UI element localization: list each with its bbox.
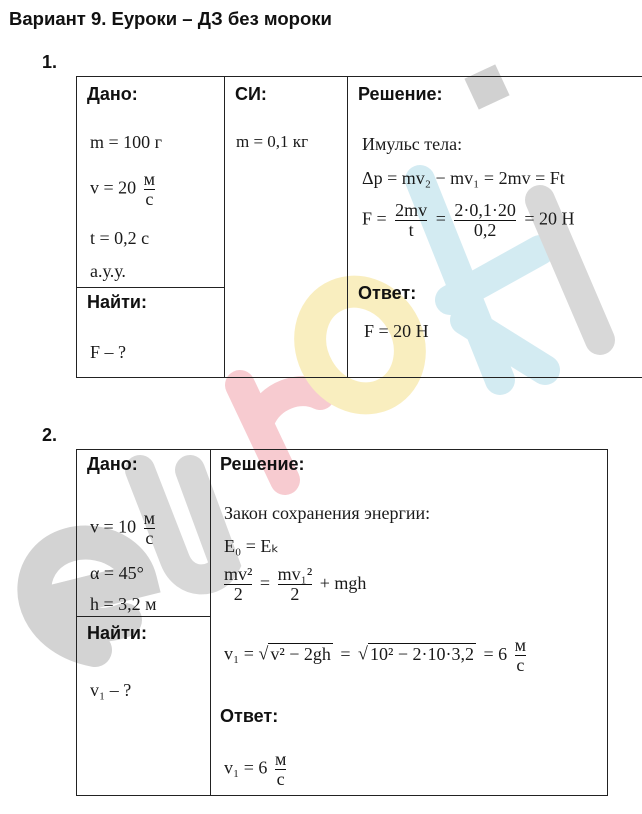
solution-label: Решение: [220,454,305,474]
energy-equation: $\frac{\text{mv²}}{2}$ = $\frac{\text{mv₁²}}{2}$ + mgh [224,564,367,604]
given-note: а.у.у. [90,261,126,281]
solution-label: Решение: [358,84,443,104]
given-angle: α = 45° [90,563,144,583]
page-title: Вариант 9. Еуроки – ДЗ без мороки [9,8,332,29]
find-label: Найти: [87,292,147,312]
problem-2-table [76,449,608,796]
column-divider [224,76,225,378]
given-label: Дано: [87,454,138,474]
problem-2-number: 2. [42,425,58,445]
given-height: h = 3,2 м [90,594,157,614]
given-velocity: v = 10 $\frac{м}{с}$ [90,508,156,548]
given-label: Дано: [87,84,138,104]
solution-formula: F = $\frac{2mv}{t}$ = $\frac{2\cdot 0,1\cdot 20}{0,2}$ = 20 Н [362,200,575,240]
si-label: СИ: [235,84,267,104]
answer-label: Ответ: [358,283,417,303]
problem-1-number: 1. [42,52,58,72]
answer-value: F = 20 Н [364,321,429,341]
velocity-formula: v₁ = √ v² − 2gh = √ 10² − 2·10·3,2 = 6 $\frac{м}{с}$ [224,635,527,675]
solution-line-2: E₀ = Eₖ [224,536,280,556]
given-velocity: v = 20 $\frac{м}{с}$ [90,169,156,209]
answer-value: v₁ = 6 $\frac{м}{с}$ [224,749,287,789]
column-divider [347,76,348,378]
column-divider [210,449,211,796]
row-divider [76,616,211,617]
given-time: t = 0,2 с [90,228,150,248]
row-divider [76,287,225,288]
given-mass: m = 100 г [90,132,163,152]
answer-label: Ответ: [220,706,279,726]
si-mass: m = 0,1 кг [236,132,309,151]
find-label: Найти: [87,623,147,643]
solution-line-1: Закон сохранения энергии: [224,503,431,523]
solution-line-1: Имульс тела: [362,134,463,154]
find-value: F – ? [90,342,126,362]
find-value: v₁ – ? [90,680,132,700]
solution-line-2: Δp = mv₂ − mv₁ = 2mv = Ft [362,168,565,188]
